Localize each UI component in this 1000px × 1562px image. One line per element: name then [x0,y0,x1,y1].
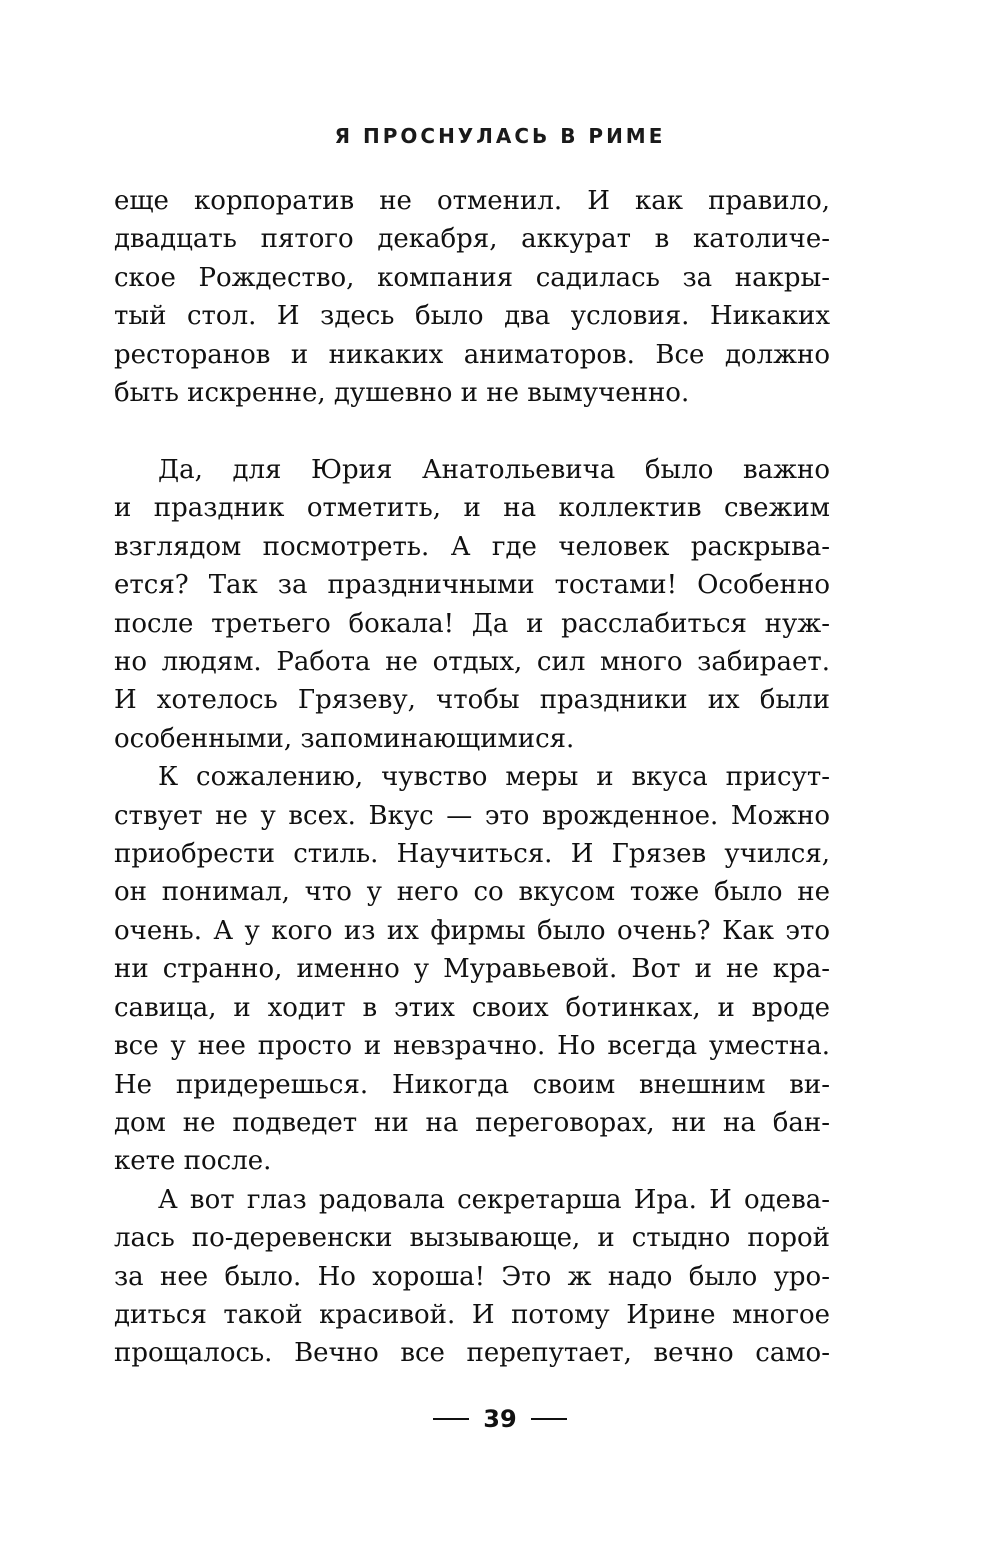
text-line: еще корпоратив не отменил. И как правило, [114,186,830,216]
text-block-main [114,451,830,1373]
text-line: ское Рождество, компания садилась за накры- [114,262,830,293]
text-line: за нее было. Но хороша! Это ж надо было уро- [114,1261,830,1292]
text-line: прощалось. Вечно все перепутает, вечно само- [114,1338,830,1369]
text-line: диться такой красивой. И потому Ирине многое [114,1299,830,1330]
paragraph [114,758,830,1180]
text-line: двадцать пятого декабря, аккурат в католиче- [114,224,830,255]
text-line: ни странно, именно у Муравьевой. Вот и не кра- [114,954,830,985]
text-line: взглядом посмотреть. А где человек раскрыва- [114,531,830,562]
text-line: лась по-деревенски вызывающе, и стыдно порой [114,1223,830,1254]
text-line: приобрести стиль. Научиться. И Грязев учился, [114,839,830,870]
running-head: Я ПРОСНУЛАСЬ В РИМЕ [334,124,666,148]
text-line: ресторанов и никаких аниматоров. Все должно [114,339,830,370]
text-line: очень. А у кого из их фирмы было очень? Как это [114,915,830,946]
text-line: савица, и ходит в этих своих ботинках, и вроде [114,992,830,1023]
text-line: ется? Так за праздничными тостами! Особенно [114,570,830,601]
text-line: Не придерешься. Никогда своим внешним ви- [114,1069,830,1100]
folio-dash-left [433,1418,469,1420]
text-line: И хотелось Грязеву, чтобы праздники их были [114,685,830,716]
text-line: кете после. [114,1146,272,1177]
text-line: но людям. Работа не отдых, сил много забирает. [114,647,830,678]
paragraph [114,451,830,758]
text-line: ствует не у всех. Вкус — это врожденное. Можно [114,800,830,831]
text-block-top [114,182,830,412]
text-line: и праздник отметить, и на коллектив свежим [114,493,830,524]
text-line: особенными, запоминающимися. [114,723,575,754]
text-line: тый стол. И здесь было два условия. Никаких [114,301,830,332]
paragraph [114,1181,830,1373]
text-line: после третьего бокала! Да и расслабиться нуж- [114,608,830,639]
text-line: все у нее просто и невзрачно. Но всегда уместна. [114,1031,830,1062]
text-line: А вот глаз радовала секретарша Ира. И одева- [158,1184,830,1215]
text-line: он понимал, что у него со вкусом тоже было не [114,877,830,908]
text-line: Да, для Юрия Анатольевича было важно [158,455,830,485]
text-line: дом не подведет ни на переговорах, ни на бан- [114,1107,830,1138]
text-line: К сожалению, чувство меры и вкуса присут- [158,762,830,793]
page-folio [0,1405,1000,1433]
folio-dash-right [531,1418,567,1420]
text-line: быть искренне, душевно и не вымученно. [114,378,690,409]
page-number: 39 [483,1405,517,1433]
paragraph [114,182,830,412]
